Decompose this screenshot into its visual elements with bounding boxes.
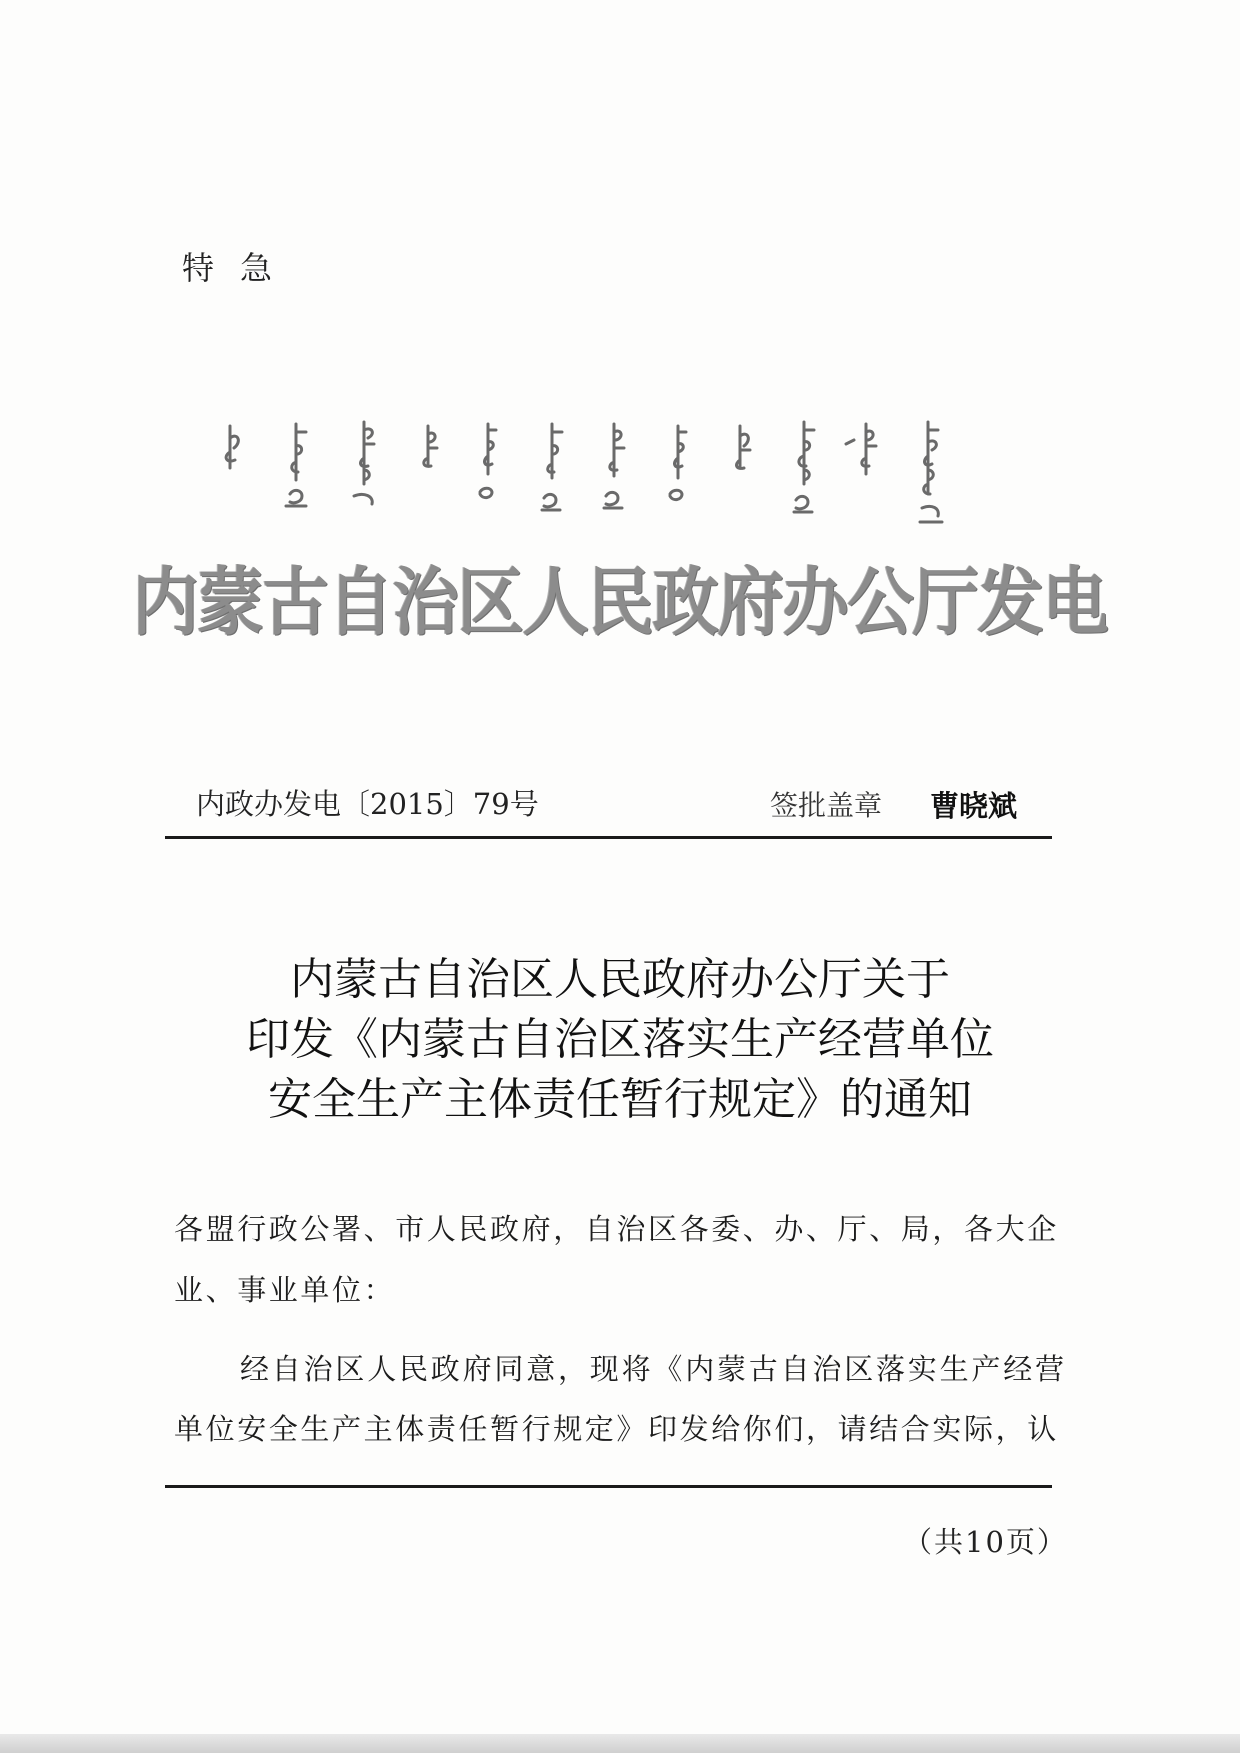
document-title [0,950,1240,1130]
body-paragraph-line: 经自治区人民政府同意，现将《内蒙古自治区落实生产经营 [240,1352,1067,1386]
masthead-title: 内蒙古自治区人民政府办公厅发电 [132,559,1108,646]
body-paragraph-line: 单位安全生产主体责任暂行规定》印发给你们，请结合实际，认 [174,1412,1059,1446]
sign-label: 签批盖章 [770,789,883,822]
footer-divider [165,1485,1052,1488]
page-count: （共10页） [903,1525,1068,1559]
title-line: 印发《内蒙古自治区落实生产经营单位 [246,1014,994,1065]
signer-name: 曹晓斌 [930,789,1018,823]
title-line: 内蒙古自治区人民政府办公厅关于 [290,954,950,1005]
document-number: 内政办发电〔2015〕79号 [196,787,539,821]
addressee-line: 业、事业单位： [174,1273,396,1307]
urgency-mark: 特急 [182,249,299,287]
header-divider [165,836,1052,839]
mongolian-script-title [222,418,1012,536]
title-line: 安全生产主体责任暂行规定》的通知 [268,1074,972,1125]
addressee-line: 各盟行政公署、市人民政府，自治区各委、办、厅、局，各大企 [174,1212,1059,1246]
scan-edge [0,1734,1240,1753]
